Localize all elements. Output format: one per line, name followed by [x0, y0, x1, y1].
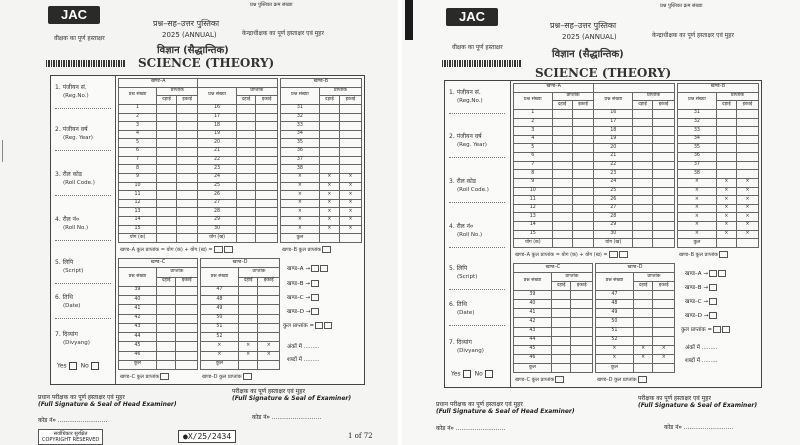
- section-c-title: खण्ड–C: [514, 264, 593, 273]
- head-examiner-sign: प्रधान परीक्षक का पूर्ण हस्ताक्षर एवं मुहर (Full Signature & Seal of Head Examiner): [436, 401, 575, 415]
- summary-c: खण्ड–C →: [287, 293, 319, 301]
- table-row: 6 21: [514, 153, 675, 162]
- table-row: 6 21: [119, 148, 278, 157]
- table-row: × × ×: [678, 196, 759, 205]
- table-row: 51: [596, 327, 675, 336]
- table-row: × × ×: [678, 204, 759, 213]
- table-row: 36: [678, 153, 759, 162]
- evaluation-box: [444, 80, 762, 388]
- table-row: × × ×: [596, 345, 675, 354]
- table-row: 4 19: [119, 130, 278, 139]
- summary-d: खण्ड–D →: [685, 311, 717, 319]
- summary-total: कुल प्राप्तांक =: [283, 321, 332, 329]
- code-no-left: कोड नं० ..........................: [38, 417, 108, 424]
- section-c-table: खण्ड–C प्रश्न संख्या प्राप्तांक दहाई इकाई 39 40 41 42 43 44 45 46 कुल: [513, 263, 593, 373]
- table-row: 32: [678, 118, 759, 127]
- page-number: 1 of 72: [348, 432, 373, 440]
- table-row: 50: [201, 314, 280, 323]
- field-reg-no: 1. पंजीयन सं. (Reg.No.): [449, 89, 483, 104]
- table-row: 8 23: [119, 165, 278, 174]
- booklet-code: ●X/25/2434: [178, 430, 236, 443]
- section-b-title: खण्ड–B: [281, 79, 362, 88]
- barcode: [442, 60, 522, 67]
- field-reg-year: 2. पंजीयन वर्ष (Reg. Year): [55, 126, 93, 141]
- field-divyang: 7. दिव्यांग (Divyang): [55, 331, 90, 346]
- table-row: × × ×: [281, 225, 362, 234]
- scan-mark: [2, 140, 3, 162]
- field-roll-code: 3. रौल कोड (Roll Code.): [449, 178, 489, 193]
- subject-english: SCIENCE (THEORY): [535, 66, 672, 80]
- table-row: 8 23: [514, 170, 675, 179]
- table-row: 34: [281, 130, 362, 139]
- field-date: 6. तिथि (Date): [55, 294, 81, 309]
- table-row: 49: [201, 305, 280, 314]
- table-row: 10 25: [514, 187, 675, 196]
- field-roll-no: 4. रौल नं० (Roll No.): [449, 223, 483, 238]
- field-roll-code: 3. रौल कोड (Roll Code.): [55, 171, 95, 186]
- field-script: 5. लिपि (Script): [449, 265, 478, 280]
- table-row: 45: [514, 345, 593, 354]
- examiner-sign: परीक्षक का पूर्ण हस्ताक्षर एवं मुहर (Full Signature & Seal of Examiner): [638, 395, 758, 409]
- table-row: 39: [514, 291, 593, 300]
- table-row: 3 18: [119, 122, 278, 131]
- examiner-sign: परीक्षक का पूर्ण हस्ताक्षर एवं मुहर (Full Signature & Seal of Examiner): [232, 388, 352, 402]
- table-row: 50: [596, 318, 675, 327]
- section-d-total-row: खण्ड–D कुल प्राप्तांक: [202, 373, 252, 380]
- table-row: 48: [201, 296, 280, 305]
- summary-b: खण्ड–B →: [685, 283, 717, 291]
- jac-logo: JAC: [48, 6, 100, 24]
- divyang-options: Yes No: [451, 370, 495, 379]
- table-row: 33: [678, 127, 759, 136]
- table-row: 38: [678, 170, 759, 179]
- table-row: 45: [119, 342, 198, 351]
- table-row: × × ×: [678, 178, 759, 187]
- serial-label: प्रश्न पुस्तिका क्रम संख्या: [660, 3, 703, 9]
- table-row: 1 16: [514, 109, 675, 118]
- section-a-title: खण्ड–A: [119, 79, 198, 88]
- table-row: 49: [596, 309, 675, 318]
- summary-words: शब्दों में .........: [685, 358, 718, 364]
- table-row: 43: [514, 327, 593, 336]
- table-row: × × ×: [281, 182, 362, 191]
- table-row: 7 22: [514, 161, 675, 170]
- table-row: × × ×: [678, 222, 759, 231]
- exam-year: 2025 (ANNUAL): [562, 33, 617, 41]
- candidate-info-column: [445, 81, 511, 387]
- table-row: 9 24: [514, 178, 675, 187]
- divyang-yes-checkbox[interactable]: [463, 370, 471, 378]
- section-d-title: खण्ड–D: [201, 259, 280, 268]
- section-a-total-row: खण्ड–A कुल प्राप्तांक = योग (क) + योग (ख) =: [120, 246, 233, 253]
- field-script: 5. लिपि (Script): [55, 259, 84, 274]
- summary-a: खण्ड–A →: [685, 269, 726, 277]
- table-row: 33: [281, 122, 362, 131]
- subject-hindi: विज्ञान (सैद्धान्तिक): [552, 49, 624, 60]
- table-row: 47: [596, 291, 675, 300]
- exam-year: 2025 (ANNUAL): [162, 31, 217, 39]
- section-c-total-row: खण्ड–C कुल प्राप्तांक: [120, 373, 169, 380]
- table-row: 39: [119, 286, 198, 295]
- table-row: 35: [281, 139, 362, 148]
- table-row: × × ×: [596, 354, 675, 363]
- table-row: 36: [281, 148, 362, 157]
- table-row: 43: [119, 323, 198, 332]
- table-row: 46: [119, 351, 198, 360]
- section-b-title: खण्ड–B: [678, 84, 759, 93]
- field-date: 6. तिथि (Date): [449, 301, 475, 316]
- table-row: 13 28: [119, 208, 278, 217]
- divyang-yes-checkbox[interactable]: [69, 362, 77, 370]
- table-row: 11 26: [514, 196, 675, 205]
- summary-c: खण्ड–C →: [685, 297, 717, 305]
- table-row: 41: [514, 309, 593, 318]
- divyang-options: Yes No: [57, 362, 101, 371]
- barcode: [46, 60, 126, 67]
- section-d-total-row: खण्ड–D कुल प्राप्तांक: [597, 376, 647, 383]
- code-no-right: कोड नं० ..........................: [664, 424, 734, 431]
- table-row: 31: [281, 104, 362, 113]
- table-row: 48: [596, 300, 675, 309]
- table-row: 1 16: [119, 104, 278, 113]
- answer-sheet-right: [402, 0, 800, 445]
- table-row: × × ×: [678, 230, 759, 239]
- section-d-table: खण्ड–D प्रश्न संख्या प्राप्तांक दहाई इकाई 47 48 49 50 51 52 × × × × × × कुल: [200, 258, 280, 370]
- table-row: 47: [201, 286, 280, 295]
- section-b-table: खण्ड–B प्रश्न संख्या प्राप्तांक दहाई इकाई 31 32 33 34 35 36 37 38 × × × × × × × × × × × × × × × × × × × × × कुल: [280, 78, 362, 243]
- table-row: × × ×: [678, 213, 759, 222]
- summary-words: शब्दों में .........: [287, 357, 320, 363]
- section-b-table: खण्ड–B प्रश्न संख्या प्राप्तांक दहाई इकाई 31 32 33 34 35 36 37 38 × × × × × × × × × × × × × × × × × × × × × कुल: [677, 83, 759, 248]
- table-row: 37: [281, 156, 362, 165]
- section-b-total-row: खण्ड–B कुल प्राप्तांक: [679, 251, 728, 258]
- table-row: 9 24: [119, 173, 278, 182]
- summary-total: कुल प्राप्तांक =: [681, 325, 730, 333]
- table-row: 3 18: [514, 127, 675, 136]
- table-row: 31: [678, 109, 759, 118]
- table-row: 42: [119, 314, 198, 323]
- subject-hindi: विज्ञान (सैद्धान्तिक): [157, 45, 229, 56]
- table-row: 46: [514, 354, 593, 363]
- section-b-total-row: खण्ड–B कुल प्राप्तांक: [282, 246, 331, 253]
- field-reg-year: 2. पंजीयन वर्ष (Reg. Year): [449, 133, 487, 148]
- field-roll-no: 4. रौल नं० (Roll No.): [55, 216, 89, 231]
- table-row: × × ×: [281, 208, 362, 217]
- table-row: 41: [119, 305, 198, 314]
- section-c-table: खण्ड–C प्रश्न संख्या प्राप्तांक दहाई इकाई 39 40 41 42 43 44 45 46 कुल: [118, 258, 198, 370]
- table-row: 40: [514, 300, 593, 309]
- table-row: 5 20: [514, 144, 675, 153]
- table-row: 11 26: [119, 191, 278, 200]
- invigilator-sign-label: वीक्षक का पूर्ण हस्ताक्षर: [54, 35, 105, 42]
- divyang-no-checkbox[interactable]: [91, 362, 99, 370]
- table-row: 2 17: [514, 118, 675, 127]
- candidate-info-column: [51, 76, 116, 384]
- table-row: 40: [119, 296, 198, 305]
- section-d-title: खण्ड–D: [596, 264, 675, 273]
- table-row: 37: [678, 161, 759, 170]
- table-row: 14 29: [119, 217, 278, 226]
- center-sign-label: केन्द्राधीक्षक का पूर्ण हस्ताक्षर एवं मुहर: [652, 32, 734, 39]
- jac-logo: JAC: [446, 8, 498, 26]
- table-row: 51: [201, 323, 280, 332]
- table-row: 10 25: [119, 182, 278, 191]
- table-row: 38: [281, 165, 362, 174]
- table-row: 52: [596, 336, 675, 345]
- table-row: × × ×: [201, 342, 280, 351]
- serial-label: प्रश्न पुस्तिका क्रम संख्या: [250, 2, 293, 8]
- code-no-left: कोड नं० ..........................: [436, 425, 506, 432]
- answer-sheet-left: [0, 0, 398, 445]
- field-divyang: 7. दिव्यांग (Divyang): [449, 339, 484, 354]
- table-row: × × ×: [281, 217, 362, 226]
- scan-edge-mark: [405, 0, 413, 40]
- code-no-right: कोड नं० ..........................: [252, 414, 322, 421]
- copyright-stamp: सर्वाधिकार सुरक्षित COPYRIGHT RESERVED: [38, 429, 103, 445]
- center-sign-label: केन्द्राधीक्षक का पूर्ण हस्ताक्षर एवं मुहर: [242, 30, 324, 37]
- section-d-table: खण्ड–D प्रश्न संख्या प्राप्तांक दहाई इकाई 47 48 49 50 51 52 × × × × × × कुल: [595, 263, 675, 373]
- table-row: 34: [678, 135, 759, 144]
- table-row: × × ×: [678, 187, 759, 196]
- evaluation-box: [50, 75, 365, 385]
- table-row: × × ×: [281, 199, 362, 208]
- table-row: × × ×: [281, 191, 362, 200]
- section-c-total-row: खण्ड–C कुल प्राप्तांक: [515, 376, 564, 383]
- summary-d: खण्ड–D →: [287, 307, 319, 315]
- booklet-title: प्रश्न–सह–उत्तर पुस्तिका: [550, 21, 617, 30]
- section-a-total-row: खण्ड–A कुल प्राप्तांक = योग (क) + योग (ख) =: [515, 251, 628, 258]
- field-reg-no: 1. पंजीयन सं. (Reg.No.): [55, 84, 89, 99]
- table-row: 32: [281, 113, 362, 122]
- summary-b: खण्ड–B →: [287, 279, 319, 287]
- summary-figures: अंकों में .........: [287, 344, 320, 350]
- table-row: 15 30: [119, 225, 278, 234]
- section-a-table: खण्ड–A प्रश्न संख्या प्राप्तांक प्रश्न संख्या प्राप्तांक दहाई इकाई दहाई इकाई 1 16 2 17 3 18 4 19 5 20 6 21 7 22 8 23 9 24 10 25 11 26 12 27 13 28 14 29 15 30 योग (क) योग (ख): [513, 83, 675, 248]
- table-row: 44: [514, 336, 593, 345]
- table-row: 44: [119, 333, 198, 342]
- summary-figures: अंकों में .........: [685, 345, 718, 351]
- table-row: 52: [201, 333, 280, 342]
- table-row: 12 27: [514, 204, 675, 213]
- section-c-title: खण्ड–C: [119, 259, 198, 268]
- table-row: 35: [678, 144, 759, 153]
- table-row: 7 22: [119, 156, 278, 165]
- booklet-title: प्रश्न–सह–उत्तर पुस्तिका: [153, 19, 220, 28]
- table-row: 13 28: [514, 213, 675, 222]
- table-row: 12 27: [119, 199, 278, 208]
- table-row: 5 20: [119, 139, 278, 148]
- table-row: 2 17: [119, 113, 278, 122]
- section-a-table: खण्ड–A प्रश्न संख्या प्राप्तांक प्रश्न संख्या प्राप्तांक दहाई इकाई दहाई इकाई 1 16 2 17 3 18 4 19 5 20 6 21 7 22 8 23 9 24 10 25 11 26 12 27 13 28 14 29 15 30 योग (क) योग (ख): [118, 78, 278, 243]
- table-row: 4 19: [514, 135, 675, 144]
- table-row: 15 30: [514, 230, 675, 239]
- subject-english: SCIENCE (THEORY): [138, 56, 275, 70]
- table-row: × × ×: [201, 351, 280, 360]
- table-row: × × ×: [281, 173, 362, 182]
- section-a-title: खण्ड–A: [514, 84, 594, 93]
- divyang-no-checkbox[interactable]: [485, 370, 493, 378]
- summary-a: खण्ड–A →: [287, 264, 328, 272]
- table-row: 14 29: [514, 222, 675, 231]
- invigilator-sign-label: वीक्षक का पूर्ण हस्ताक्षर: [452, 44, 503, 51]
- head-examiner-sign: प्रधान परीक्षक का पूर्ण हस्ताक्षर एवं मुहर (Full Signature & Seal of Head Examiner): [38, 394, 177, 408]
- table-row: 42: [514, 318, 593, 327]
